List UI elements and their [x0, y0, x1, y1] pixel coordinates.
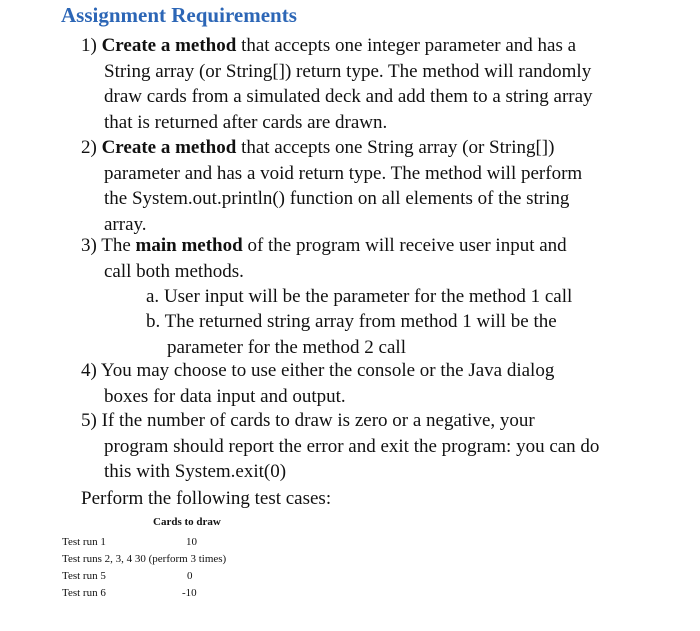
- test-table-row: [62, 536, 197, 548]
- requirement-text: that is returned after cards are drawn.: [104, 111, 388, 133]
- requirement-number: 3): [81, 235, 97, 256]
- requirement-3: [81, 233, 567, 284]
- test-table-row: [62, 587, 197, 599]
- requirement-text: program should report the error and exit the program: you can do: [104, 435, 600, 457]
- sub-item-text: The returned string array from method 1 will be the: [164, 311, 557, 332]
- requirement-4: [81, 358, 554, 409]
- requirement-text: draw cards from a simulated deck and add them to a string array: [104, 86, 593, 107]
- test-run-value: 30 (perform 3 times): [134, 553, 227, 565]
- test-run-value: 0: [187, 570, 193, 582]
- test-run-value: -10: [182, 587, 197, 599]
- requirement-text: that accepts one integer parameter and has a: [236, 35, 577, 56]
- requirement-text: boxes for data input and output.: [104, 385, 346, 407]
- requirement-text: call both methods.: [104, 260, 244, 282]
- requirement-text: String array (or String[]) return type. The method will randomly: [104, 60, 592, 82]
- requirement-number: 2): [81, 137, 97, 158]
- test-run-label: Test run 5: [62, 570, 106, 582]
- test-run-label: Test run 6: [62, 587, 106, 599]
- requirement-emphasis: Create a method: [101, 35, 237, 56]
- requirement-text: of the program will receive user input and: [242, 235, 567, 256]
- requirement-text: array.: [104, 213, 147, 235]
- sub-item-text: parameter for the method 2 call: [167, 336, 406, 358]
- requirement-number: 5): [81, 410, 97, 431]
- test-cases-intro: Perform the following test cases:: [81, 488, 332, 509]
- test-table-row: [62, 570, 193, 582]
- requirement-text: parameter and has a void return type. The method will perform: [104, 162, 583, 184]
- requirement-emphasis: Create a method: [101, 137, 237, 158]
- requirement-text: the System.out.println() function on all elements of the string: [104, 188, 570, 209]
- sub-item-a: [146, 284, 572, 310]
- sub-item-text: User input will be the parameter for the method 1 call: [163, 286, 573, 307]
- test-run-label: Test run 1: [62, 536, 106, 548]
- requirement-emphasis: main method: [135, 235, 243, 256]
- requirement-5: [81, 408, 599, 485]
- sub-item-b: [146, 309, 557, 360]
- requirement-number: 1): [81, 35, 97, 56]
- requirement-1: [81, 33, 593, 135]
- requirement-text: The: [101, 235, 136, 256]
- test-table-row: [62, 553, 226, 565]
- requirement-2: [81, 135, 582, 237]
- requirement-text: this with System.exit(0): [104, 461, 287, 482]
- requirement-text: that accepts one String array (or String[]): [236, 137, 555, 158]
- page-title: Assignment Requirements: [61, 3, 297, 27]
- requirement-text: If the number of cards to draw is zero or a negative, your: [101, 410, 535, 431]
- requirement-text: You may choose to use either the console or the Java dialog: [100, 360, 555, 381]
- test-run-value: 10: [186, 536, 197, 548]
- requirement-number: 4): [81, 360, 97, 381]
- test-table-header: Cards to draw: [153, 516, 221, 528]
- test-run-label: Test runs 2, 3, 4: [62, 553, 133, 565]
- sub-item-letter: a.: [146, 286, 160, 307]
- sub-item-letter: b.: [146, 311, 161, 332]
